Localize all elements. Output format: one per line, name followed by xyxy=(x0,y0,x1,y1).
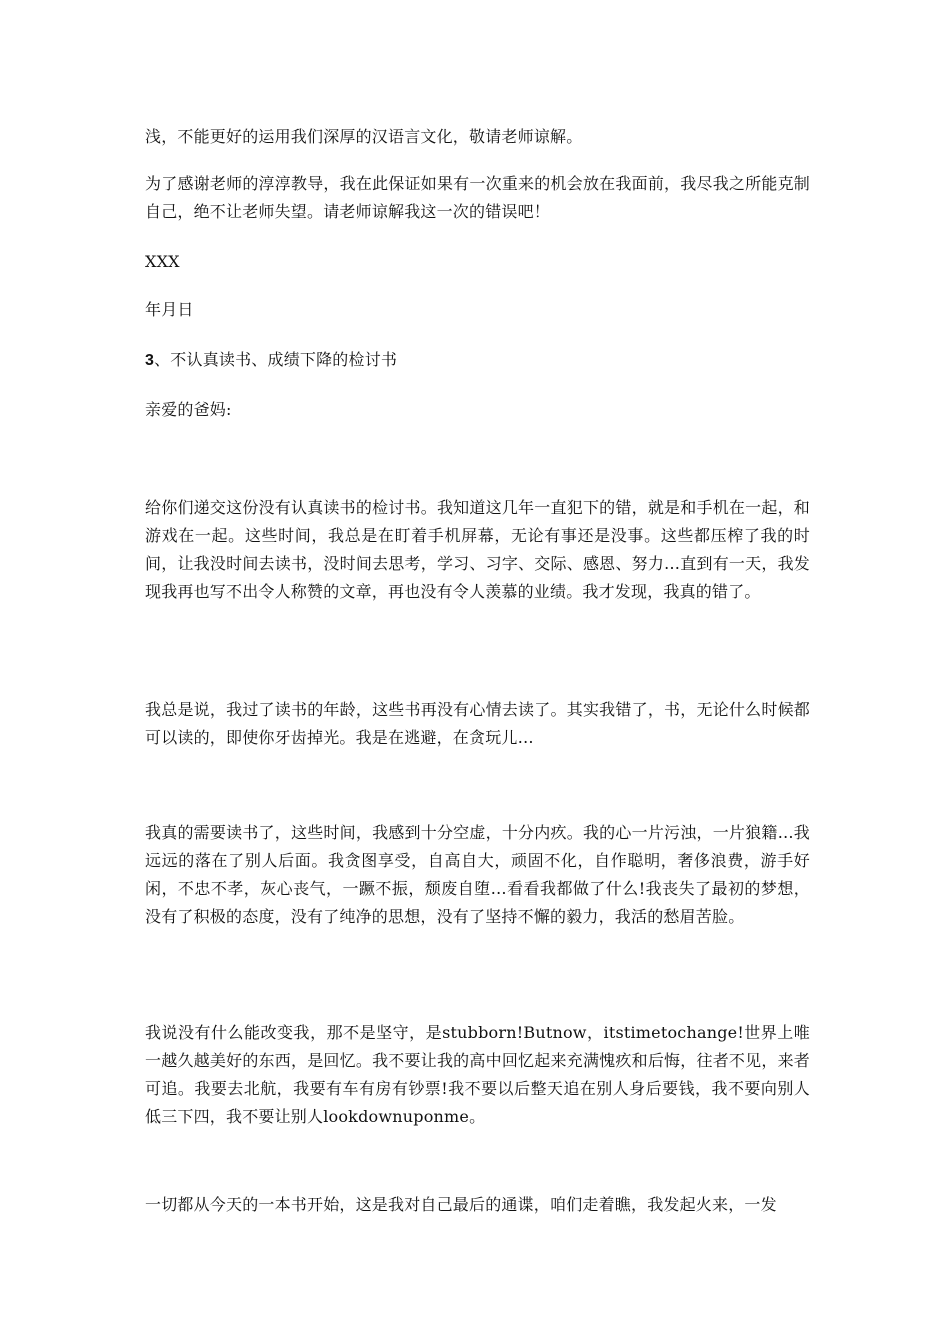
paragraph-resolve: 我说没有什么能改变我，那不是坚守，是stubborn!Butnow，itstimetochange!世界上唯一越久越美好的东西，是回忆。我不要让我的高中回忆起来充满愧疚和后悔，往者不见，来者可追。我要去北航，我要有车有房有钞票!我不要以后整天追在别人身后要钱，我不要向别人低三下四，我不要让别人lookdownuponme。 xyxy=(145,1023,810,1126)
paragraph-excuse: 我总是说，我过了读书的年龄，这些书再没有心情去读了。其实我错了，书，无论什么时候都可以读的，即使你牙齿掉光。我是在逃避，在贪玩儿… xyxy=(145,700,810,747)
section-title: 、不认真读书、成绩下降的检讨书 xyxy=(154,350,398,369)
paragraph-confession: 给你们递交这份没有认真读书的检讨书。我知道这几年一直犯下的错，就是和手机在一起，和游戏在一起。这些时间，我总是在盯着手机屏幕，无论有事还是没事。这些都压榨了我的时间，让我没时间去读书，没时间去思考，学习、习字、交际、感恩、努力…直到有一天，我发现我再也写不出令人称赞的文章，再也没有令人羡慕的业绩。我才发现，我真的错了。 xyxy=(145,498,810,601)
signature-date: 年月日 xyxy=(145,300,194,319)
section-number: 3 xyxy=(145,352,155,369)
signature-name: XXX xyxy=(145,252,180,271)
salutation: 亲爱的爸妈: xyxy=(145,400,232,419)
paragraph-promise: 为了感谢老师的淳淳教导，我在此保证如果有一次重来的机会放在我面前，我尽我之所能克制自己，绝不让老师失望。请老师谅解我这一次的错误吧！ xyxy=(145,174,810,221)
paragraph-apology-ending: 浅，不能更好的运用我们深厚的汉语言文化，敬请老师谅解。 xyxy=(145,127,583,146)
paragraph-regret: 我真的需要读书了，这些时间，我感到十分空虚，十分内疚。我的心一片污浊，一片狼籍…我远远的落在了别人后面。我贪图享受，自高自大，顽固不化，自作聪明，奢侈浪费，游手好闲，不忠不孝，灰心丧气，一蹶不振，颓废自堕…看看我都做了什么!我丧失了最初的梦想，没有了积极的态度，没有了纯净的思想，没有了坚持不懈的毅力，我活的愁眉苦脸。 xyxy=(145,823,810,926)
paragraph-final: 一切都从今天的一本书开始，这是我对自己最后的通谍，咱们走着瞧，我发起火来，一发 xyxy=(145,1195,777,1214)
section-heading xyxy=(145,346,810,375)
